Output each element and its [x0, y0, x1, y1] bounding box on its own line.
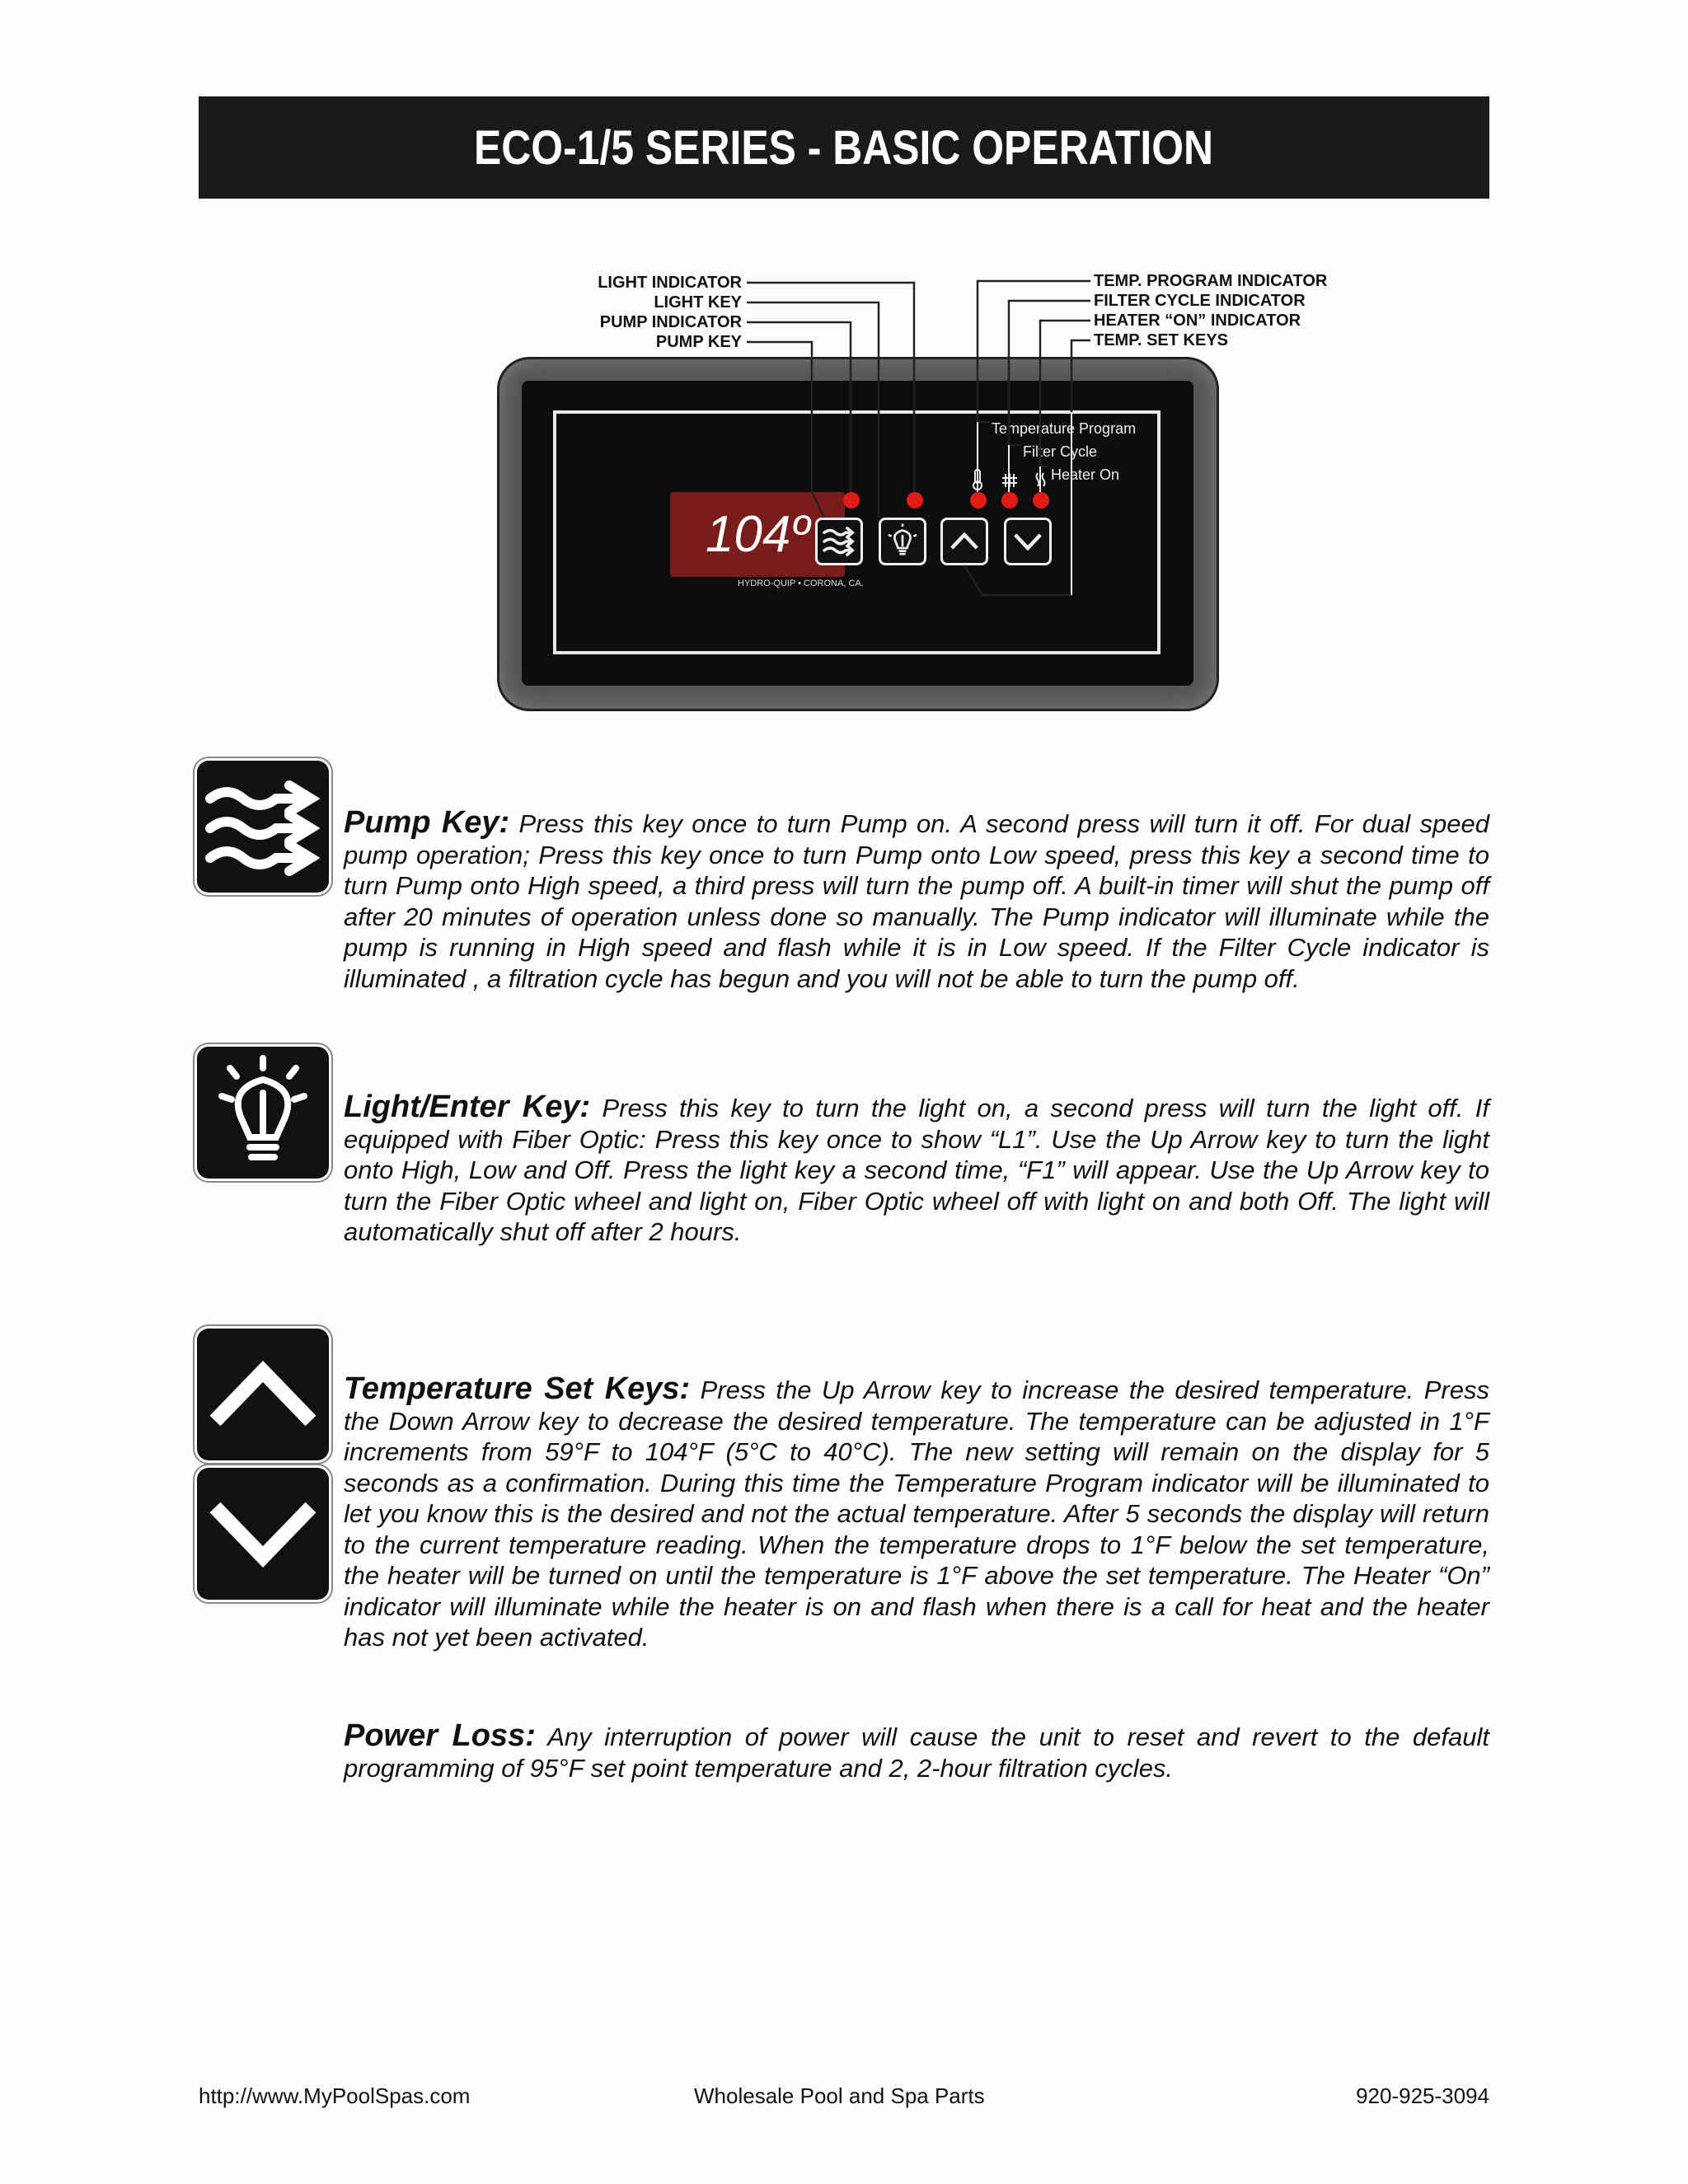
footer-center-text: Wholesale Pool and Spa Parts — [694, 2083, 985, 2108]
callout-heater-on-indicator: HEATER “ON” INDICATOR — [1094, 312, 1301, 330]
heater-icon — [1034, 471, 1048, 488]
pump-key-heading: Pump Key: — [344, 805, 510, 840]
temperature-display: 104º — [670, 492, 845, 577]
light-key-text: Press this key to turn the light on, a second press will turn the light off. If equipped with Fiber Optic: Press this key once to show “L1”. Use the Up Arrow key to turn the light onto High, Low and Off. Press the light key a second time, “F1” will appear. Use the Up Arrow key to turn the Fiber Optic wheel and light on, Fiber Optic wheel off with light on and both Off. The light will automatically shut off after 2 hours. — [344, 1094, 1489, 1246]
light-indicator-led — [907, 492, 923, 509]
temperature-keys-section — [344, 1371, 1489, 1653]
pump-key[interactable] — [815, 518, 863, 565]
callout-pump-key: PUMP KEY — [655, 333, 742, 351]
pump-waves-icon — [197, 761, 329, 893]
light-key-heading: Light/Enter Key: — [344, 1090, 591, 1124]
legend-temperature-program: Temperature Program — [992, 420, 1137, 437]
filter-icon — [1001, 473, 1018, 488]
brand-label: HYDRO-QUIP • CORONA, CA. — [738, 579, 864, 588]
temp-down-key[interactable] — [1004, 518, 1052, 565]
callout-light-indicator: LIGHT INDICATOR — [598, 274, 742, 292]
light-key-section — [344, 1092, 1489, 1248]
callout-pump-indicator: PUMP INDICATOR — [599, 313, 742, 331]
page-title-bar — [199, 96, 1489, 199]
light-bulb-icon — [197, 1047, 329, 1179]
power-loss-text: Any interruption of power will cause the unit to reset and revert to the default programming of 95°F set point temperature and 2, 2-hour filtration cycles. — [344, 1722, 1489, 1783]
footer-url[interactable]: http://www.MyPoolSpas.com — [199, 2083, 471, 2108]
callout-temp-set-keys: TEMP. SET KEYS — [1094, 331, 1229, 349]
pump-key-section — [344, 805, 1489, 994]
callout-filter-cycle-indicator: FILTER CYCLE INDICATOR — [1094, 292, 1306, 310]
down-arrow-icon — [197, 1468, 329, 1600]
light-key[interactable] — [879, 518, 926, 565]
up-arrow-icon — [197, 1329, 329, 1460]
footer-phone: 920-925-3094 — [1356, 2083, 1489, 2108]
temperature-keys-heading: Temperature Set Keys: — [344, 1371, 691, 1406]
power-loss-heading: Power Loss: — [344, 1718, 536, 1753]
temp-up-key[interactable] — [940, 518, 988, 565]
heater-on-led — [1033, 492, 1049, 509]
temperature-keys-text: Press the Up Arrow key to increase the desired temperature. Press the Down Arrow key to decrease the desired temperature. The temperature can be adjusted in 1°F increments from 59°F to 104°F (5°C to 40°C). The new setting will remain on the display for 5 seconds as a confirmation. During this time the Temperature Program indicator will be illuminated to let you know this is the desired and not the actual temperature. After 5 seconds the display will return to the current temperature reading. When the temperature drops to 1°F below the set temperature, the heater will be turned on until the temperature is 1°F above the set temperature. The Heater “On” indicator will illuminate while the heater is on and flash when there is a call for heat and the heater has not yet been activated. — [344, 1376, 1489, 1652]
pump-key-text: Press this key once to turn Pump on. A second press will turn it off. For dual speed pump operation; Press this key once to turn Pump onto Low speed, press this key a second time to turn Pump onto High speed, a third press will turn the pump off. A built-in timer will shut the pump off after 20 minutes of operation unless done so manually. The Pump indicator will illuminate while the pump is running in High speed and flash while it is in Low speed. If the Filter Cycle indicator is illuminated , a filtration cycle has begun and you will not be able to turn the pump off. — [344, 809, 1489, 993]
filter-cycle-led — [1001, 492, 1018, 509]
pump-indicator-led — [843, 492, 860, 509]
page-title: ECO-1/5 SERIES - BASIC OPERATION — [474, 120, 1214, 175]
legend-heater-on: Heater On — [1051, 466, 1120, 483]
temp-program-led — [970, 492, 987, 509]
callout-temp-program-indicator: TEMP. PROGRAM INDICATOR — [1094, 272, 1328, 290]
legend-filter-cycle: Filter Cycle — [1023, 443, 1098, 460]
thermometer-icon — [971, 468, 984, 491]
callout-light-key: LIGHT KEY — [654, 293, 742, 312]
power-loss-section — [344, 1718, 1489, 1783]
